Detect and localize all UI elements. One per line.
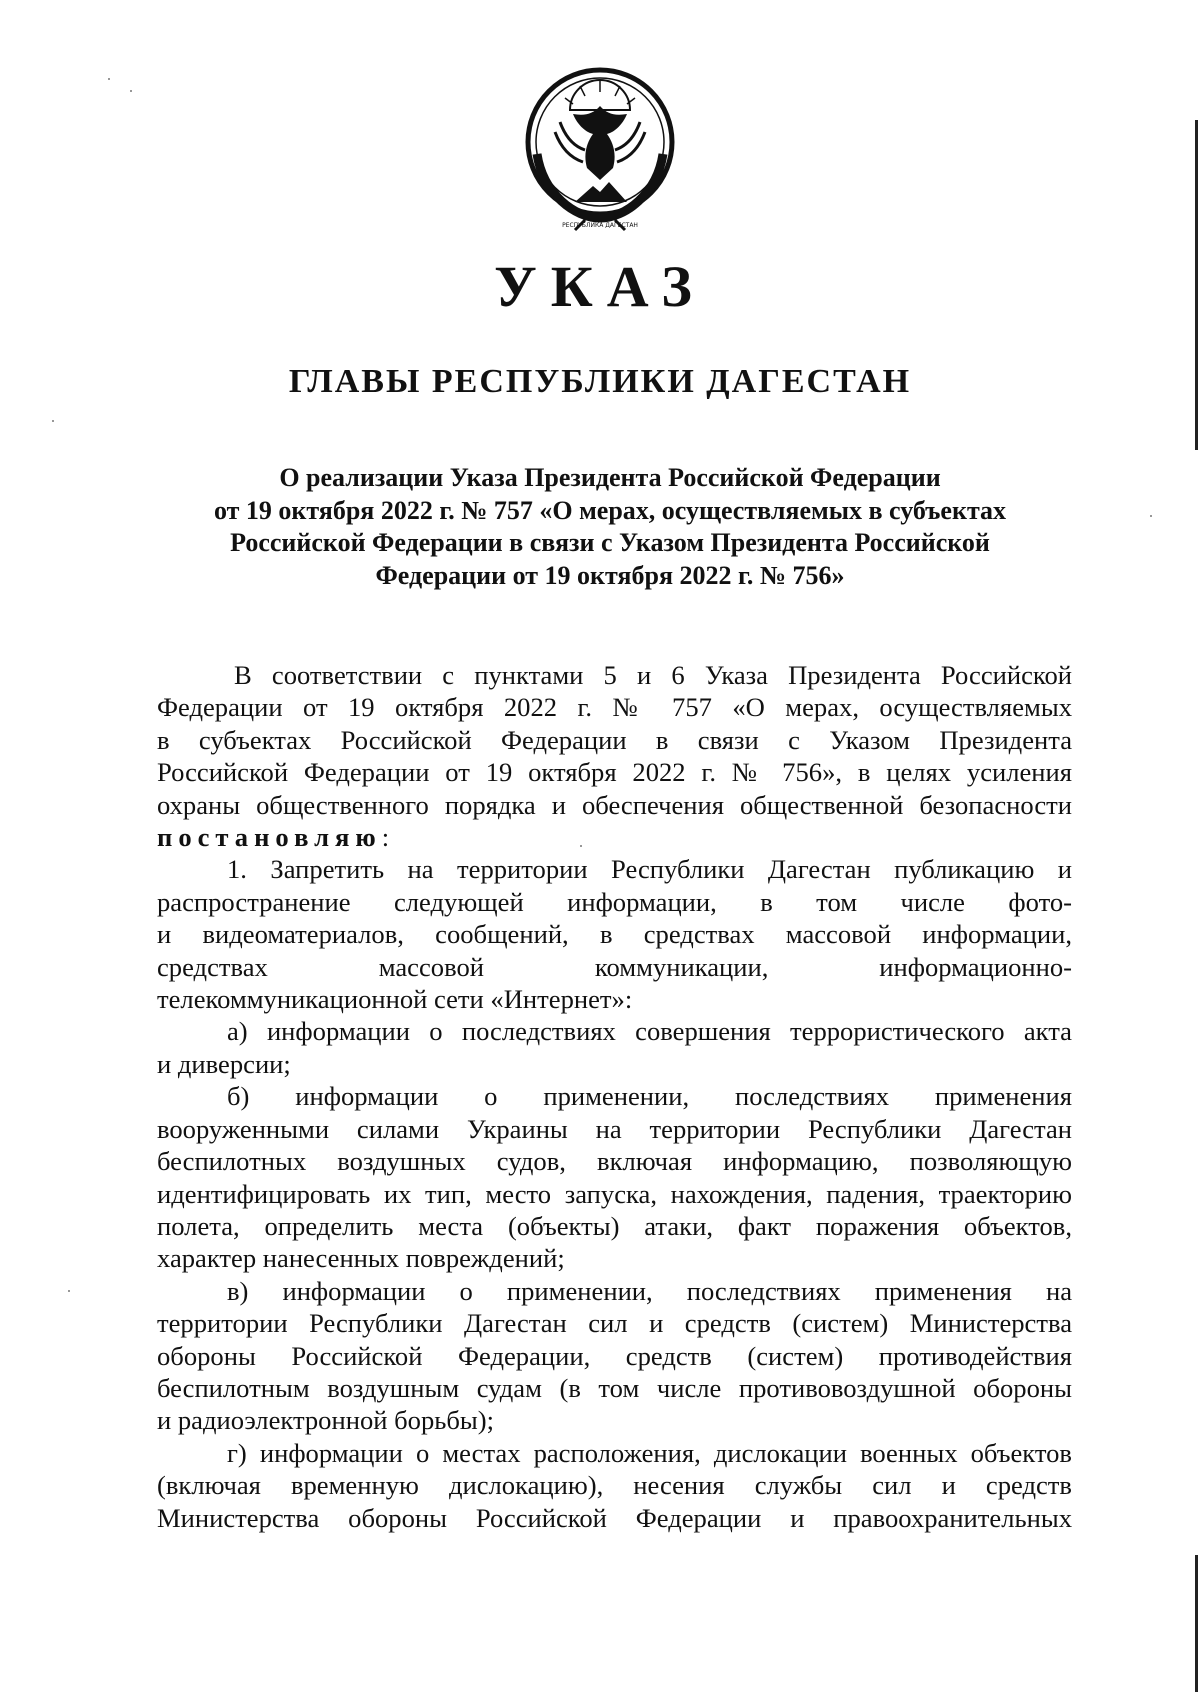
item-b-line: б) информации о применении, последствиях применения [227, 1081, 1072, 1112]
item-v-line: беспилотным воздушным судам (в том числе противовоздушной обороны [157, 1372, 1072, 1403]
item-a-line: а) информации о последствиях совершения террористического акта [227, 1016, 1072, 1047]
heading-line: Российской Федерации в связи с Указом Президента Российской [230, 528, 990, 557]
scan-speck [68, 1290, 70, 1292]
preamble-line: охраны общественного порядка и обеспечения общественной безопасности [157, 789, 1072, 820]
preamble-line: В соответствии с пунктами 5 и 6 Указа Президента Российской [234, 660, 1072, 690]
emblem-lettering: РЕСПУБЛИКА ДАГЕСТАН [562, 222, 638, 229]
item1-line: и видеоматериалов, сообщений, в средствах массовой информации, [157, 919, 1072, 950]
item-v-line: территории Республики Дагестан сил и средств (систем) Министерства [157, 1308, 1072, 1339]
heading-line: Федерации от 19 октября 2022 г. № 756» [375, 560, 845, 590]
item-v-line: обороны Российской Федерации, средств (систем) противодействия [157, 1340, 1072, 1371]
document-title: УКАЗ [494, 254, 706, 319]
resolve-line [157, 821, 1072, 853]
preamble-line: Федерации от 19 октября 2022 г. № 757 «О мерах, осуществляемых [157, 692, 1072, 723]
item-v-line: в) информации о применении, последствиях применения на [227, 1275, 1072, 1306]
item-b-line: вооруженными силами Украины на территории Республики Дагестан [157, 1113, 1072, 1144]
item-g-line: Министерства обороны Российской Федерации и правоохранительных [157, 1502, 1072, 1533]
resolve-colon: : [381, 822, 390, 853]
preamble-line: Российской Федерации от 19 октября 2022 г. № 756», в целях усиления [157, 757, 1072, 788]
item-b-line: полета, определить места (объекты) атаки, факт поражения объектов, [157, 1210, 1072, 1241]
item1-line: распространение следующей информации, в том числе фото- [157, 886, 1072, 917]
item1-line: телекоммуникационной сети «Интернет»: [157, 984, 633, 1015]
scan-speck [52, 420, 54, 422]
decree-heading [150, 462, 1070, 592]
heading-line: от 19 октября 2022 г. № 757 «О мерах, осуществляемых в субъектах [213, 495, 1007, 525]
scan-speck [108, 78, 110, 80]
item-b-line: беспилотных воздушных судов, включая информацию, позволяющую [157, 1146, 1072, 1177]
scan-speck [130, 90, 132, 92]
item1-line: средствах массовой коммуникации, информационно- [157, 951, 1072, 982]
item1-line: 1. Запретить на территории Республики Дагестан публикацию и [227, 854, 1072, 885]
item-v-line: и радиоэлектронной борьбы); [157, 1405, 495, 1436]
item-b-line: идентифицировать их тип, место запуска, нахождения, падения, траекторию [157, 1178, 1072, 1209]
document-issuer: ГЛАВЫ РЕСПУБЛИКИ ДАГЕСТАН [288, 363, 912, 400]
item-b-line: характер нанесенных повреждений; [157, 1243, 565, 1274]
scan-speck [1150, 515, 1152, 517]
preamble-line: в субъектах Российской Федерации в связи с Указом Президента [157, 724, 1072, 755]
scan-edge-mark [1195, 1555, 1198, 1692]
item-g-line: (включая временную дислокацию), несения службы сил и средств [157, 1470, 1072, 1501]
item-a-line: и диверсии; [157, 1048, 291, 1079]
coat-of-arms-emblem [515, 62, 685, 232]
item-g-line: г) информации о местах расположения, дислокации военных объектов [227, 1437, 1072, 1468]
decree-body [157, 659, 1072, 1534]
resolve-word: постановляю [157, 822, 382, 853]
heading-line: О реализации Указа Президента Российской Федерации [279, 463, 941, 492]
